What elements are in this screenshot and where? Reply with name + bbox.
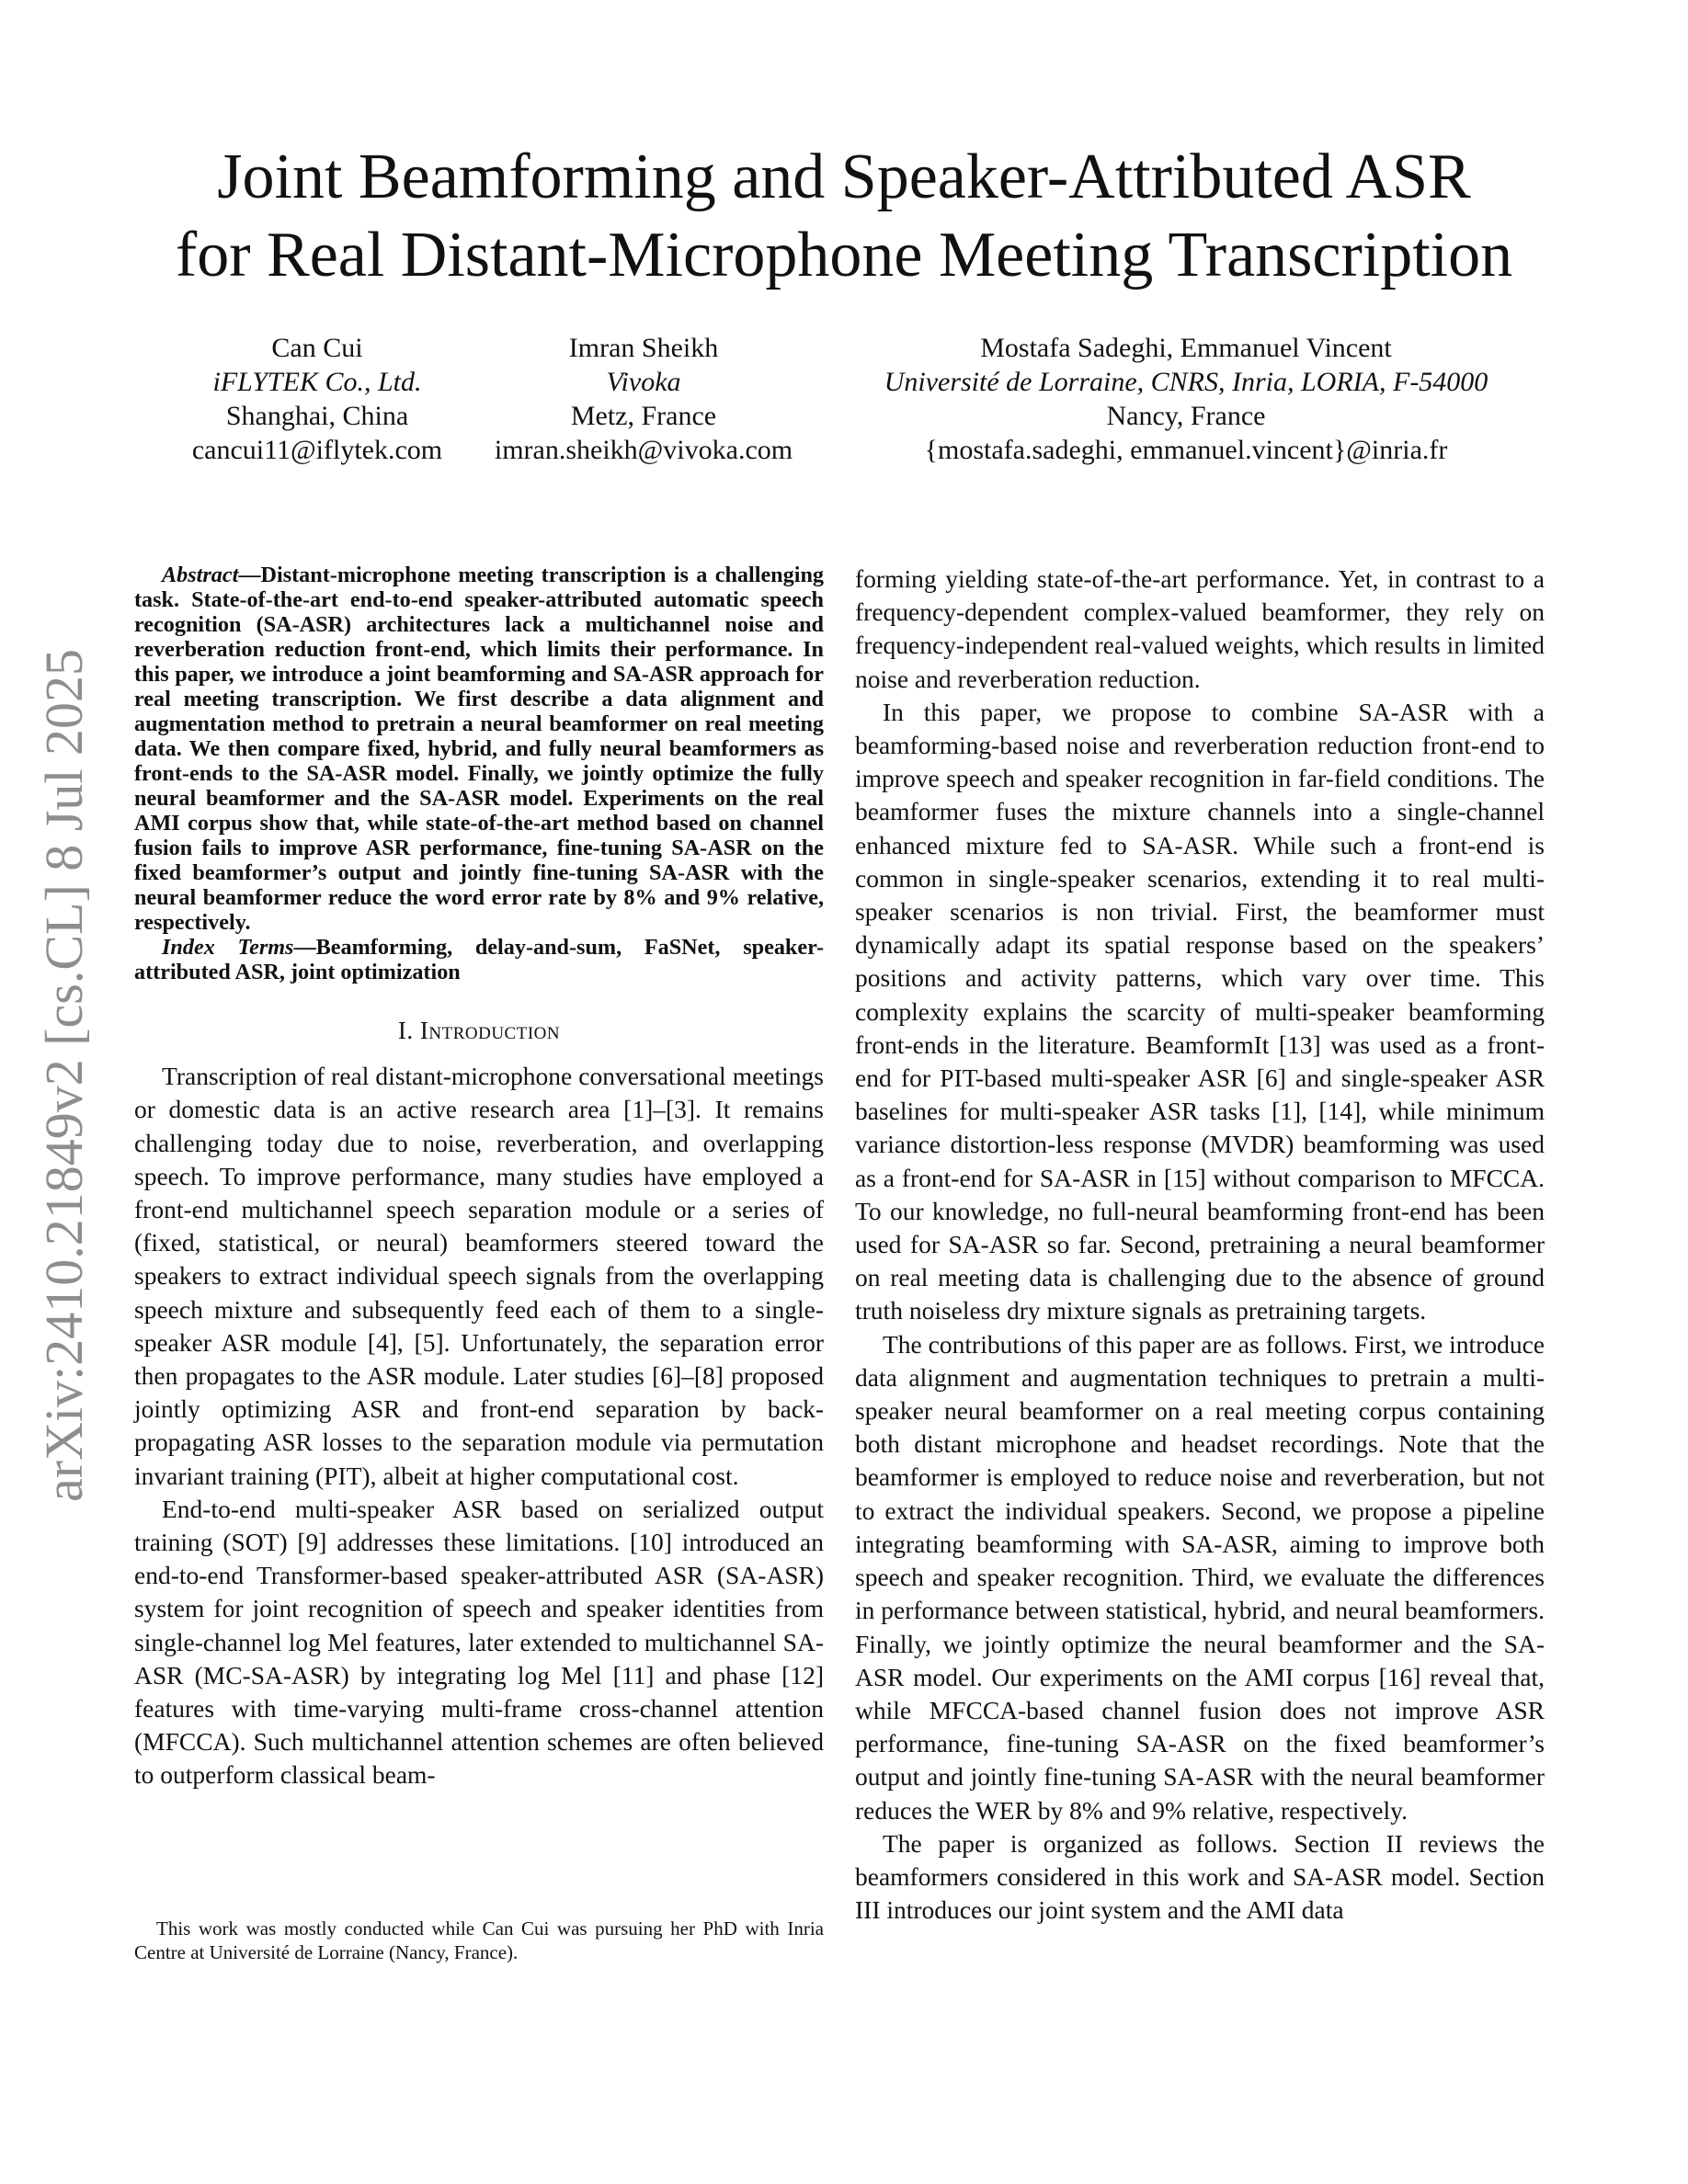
author-affiliation: Université de Lorraine, CNRS, Inria, LORIA, F-54000 (884, 367, 1488, 397)
section-title: Introduction (419, 1017, 561, 1044)
author-email: {mostafa.sadeghi, emmanuel.vincent}@inria.fr (924, 435, 1448, 465)
abstract-label: Abstract (162, 563, 239, 587)
author-email: cancui11@iflytek.com (191, 435, 443, 465)
index-terms-text: —Beamforming, delay-and-sum, FaSNet, speaker-attributed ASR, joint optimization (134, 935, 824, 984)
author-affiliation: Vivoka (606, 367, 681, 397)
body-paragraph: forming yielding state-of-the-art performance. Yet, in contrast to a frequency-dependent complex-valued beamformer, they rely on frequency-independent real-valued weights, which results in limited noise and reverberation reduction. (855, 564, 1545, 693)
author-affiliation: iFLYTEK Co., Ltd. (212, 367, 422, 397)
author-block-2 (487, 331, 800, 467)
section-number: I. (397, 1017, 420, 1044)
body-paragraph: The paper is organized as follows. Section II reviews the beamformers considered in this work and SA-ASR model. Section III introduces our joint system and the AMI data (855, 1828, 1545, 1925)
author-block-3 (832, 331, 1540, 467)
body-paragraph: The contributions of this paper are as follows. First, we introduce data alignment and augmentation techniques to pretrain a multi-speaker neural beamformer on a real meeting corpus containing both distant microphone and headset recordings. Note that the beamformer is employed to reduce noise and reverberation, but not to extract the individual speakers. Second, we propose a pipeline integrating beamforming with SA-ASR, aiming to improve both speech and speaker recognition. Third, we evaluate the differences in performance between statistical, hybrid, and neural beamformers. Finally, we jointly optimize the neural beamformer and the SA-ASR model. Our experiments on the AMI corpus [16] reveal that, while MFCCA-based channel fusion does not improve ASR performance, fine-tuning SA-ASR on the fixed beamformer’s output and jointly fine-tuning SA-ASR with the neural beamformer reduces the WER by 8% and 9% relative, respectively. (855, 1329, 1545, 1825)
right-column (855, 563, 1545, 1927)
section-heading-introduction (134, 1014, 824, 1047)
index-terms (134, 935, 824, 984)
abstract-text: —Distant-microphone meeting transcription is a challenging task. State-of-the-art end-to-end speaker-attributed automatic speech recognition (SA-ASR) architectures lack a multichannel noise and reverberation reduction front-end, which limits their performance. In this paper, we introduce a joint beamforming and SA-ASR approach for real meeting transcription. We first describe a data alignment and augmentation method to pretrain a neural beamformer on real meeting data. We then compare fixed, hybrid, and fully neural beamformers as front-ends to the SA-ASR model. Finally, we jointly optimize the fully neural beamformer and the SA-ASR model. Experiments on the real AMI corpus show that, while state-of-the-art method based on channel fusion fails to improve ASR performance, fine-tuning SA-ASR on the fixed beamformer’s output and jointly fine-tuning SA-ASR with the neural beamformer reduce the word error rate by 8% and 9% relative, respectively. (134, 563, 824, 935)
paper-title (92, 138, 1596, 294)
title-line-1: Joint Beamforming and Speaker-Attributed ASR (217, 142, 1471, 212)
author-name: Can Cui (271, 333, 363, 363)
author-location: Shanghai, China (225, 401, 409, 431)
body-paragraph: In this paper, we propose to combine SA-ASR with a beamforming-based noise and reverberation reduction front-end to improve speech and speaker recognition in far-field conditions. The beamformer fuses the mixture channels into a single-channel enhanced mixture fed to SA-ASR. While such a front-end is common in single-speaker scenarios, extending it to real multi-speaker scenarios is non trivial. First, the beamformer must dynamically adapt its spatial response based on the speakers’ positions and activity patterns, which vary over time. This complexity explains the scarcity of multi-speaker beamforming front-ends in the literature. BeamformIt [13] was used as a front-end for PIT-based multi-speaker ASR [6] and single-speaker ASR baselines for multi-speaker ASR tasks [1], [14], while minimum variance distortion-less response (MVDR) beamforming was used as a front-end for SA-ASR in [15] without comparison to MFCCA. To our knowledge, no full-neural beamforming front-end has been used for SA-ASR so far. Second, pretraining a neural beamformer on real meeting data is challenging due to the absence of ground truth noiseless dry mixture signals as pretraining targets. (855, 697, 1545, 1325)
left-column (134, 563, 824, 1792)
arxiv-stamp: arXiv:2410.21849v2 [cs.CL] 8 Jul 2025 (34, 649, 94, 1502)
footnote: This work was mostly conducted while Can Cui was pursuing her PhD with Inria Centre at Université de Lorraine (Nancy, France). (134, 1917, 824, 1963)
author-name: Mostafa Sadeghi, Emmanuel Vincent (980, 333, 1392, 363)
body-paragraph: End-to-end multi-speaker ASR based on serialized output training (SOT) [9] addresses these limitations. [10] introduced an end-to-end Transformer-based speaker-attributed ASR (SA-ASR) system for joint recognition of speech and speaker identities from single-channel log Mel features, later extended to multichannel SA-ASR (MC-SA-ASR) by integrating log Mel [11] and phase [12] features with time-varying multi-frame cross-channel attention (MFCCA). Such multichannel attention schemes are often believed to outperform classical beam- (134, 1494, 824, 1790)
author-block-1 (138, 331, 496, 467)
title-line-2: for Real Distant-Microphone Meeting Transcription (175, 220, 1513, 290)
author-name: Imran Sheikh (568, 333, 719, 363)
index-terms-label: Index Terms (162, 935, 294, 960)
author-location: Metz, France (570, 401, 717, 431)
author-location: Nancy, France (1106, 401, 1266, 431)
body-paragraph: Transcription of real distant-microphone conversational meetings or domestic data is an active research area [1]–[3]. It remains challenging today due to noise, reverberation, and overlapping speech. To improve performance, many studies have employed a front-end multichannel speech separation module or a series of (fixed, statistical, or neural) beamformers steered toward the speakers to extract individual speech signals from the overlapping speech mixture and subsequently feed each of them to a single-speaker ASR module [4], [5]. Unfortunately, the separation error then propagates to the ASR module. Later studies [6]–[8] proposed jointly optimizing ASR and front-end separation by back-propagating ASR losses to the separation module via permutation invariant training (PIT), albeit at higher computational cost. (134, 1062, 824, 1490)
author-email: imran.sheikh@vivoka.com (494, 435, 793, 465)
abstract (134, 563, 824, 935)
